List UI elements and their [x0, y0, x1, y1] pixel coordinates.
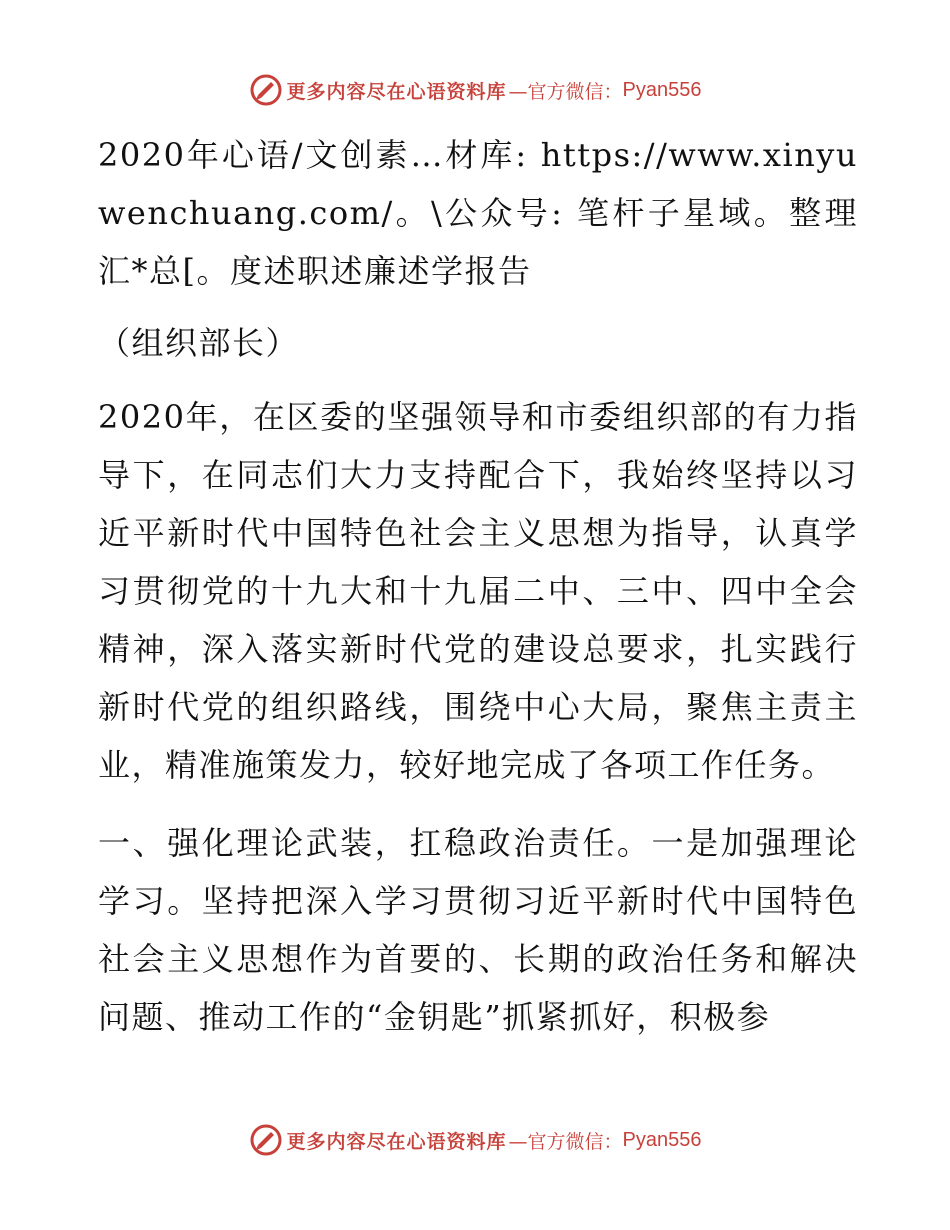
watermark-wechat-id: Pyan556 [622, 1128, 702, 1151]
paragraph-section-one: 一、强化理论武装，扛稳政治责任。一是加强理论学习。坚持把深入学习贯彻习近平新时代中国特色社会主义思想作为首要的、长期的政治任务和解决问题、推动工作的“金钥匙”抓紧抓好，积极参 [98, 824, 858, 1036]
watermark-footer [0, 1120, 950, 1160]
brand-logo-icon [249, 1123, 283, 1157]
watermark-wechat-id: Pyan556 [622, 78, 702, 101]
watermark-official-label: —官方微信： [508, 80, 623, 103]
document-body [98, 126, 858, 1046]
brand-logo-icon [249, 73, 283, 107]
watermark-brand: 更多内容尽在心语资料库 [286, 80, 507, 103]
paragraph-intro: 2020年，在区委的坚强领导和市委组织部的有力指导下，在同志们大力支持配合下，我始终坚持以习近平新时代中国特色社会主义思想为指导，认真学习贯彻党的十九大和十九届二中、三中、四中全会精神，深入落实新时代党的建设总要求，扎实践行新时代党的组织路线，围绕中心大局，聚焦主责主业，精准施策发力，较好地完成了各项工作任务。 [98, 398, 858, 784]
document-title: 2020年心语/文创素…材库: https://www.xinyuwenchuang.com/。\公众号: 笔杆子星域。整理汇*总[。度述职述廉述学报告 [98, 136, 858, 290]
watermark-official-label: —官方微信： [508, 1130, 623, 1153]
document-subtitle: （组织部长） [98, 324, 300, 362]
watermark-header [0, 70, 950, 110]
watermark-brand: 更多内容尽在心语资料库 [286, 1130, 507, 1153]
